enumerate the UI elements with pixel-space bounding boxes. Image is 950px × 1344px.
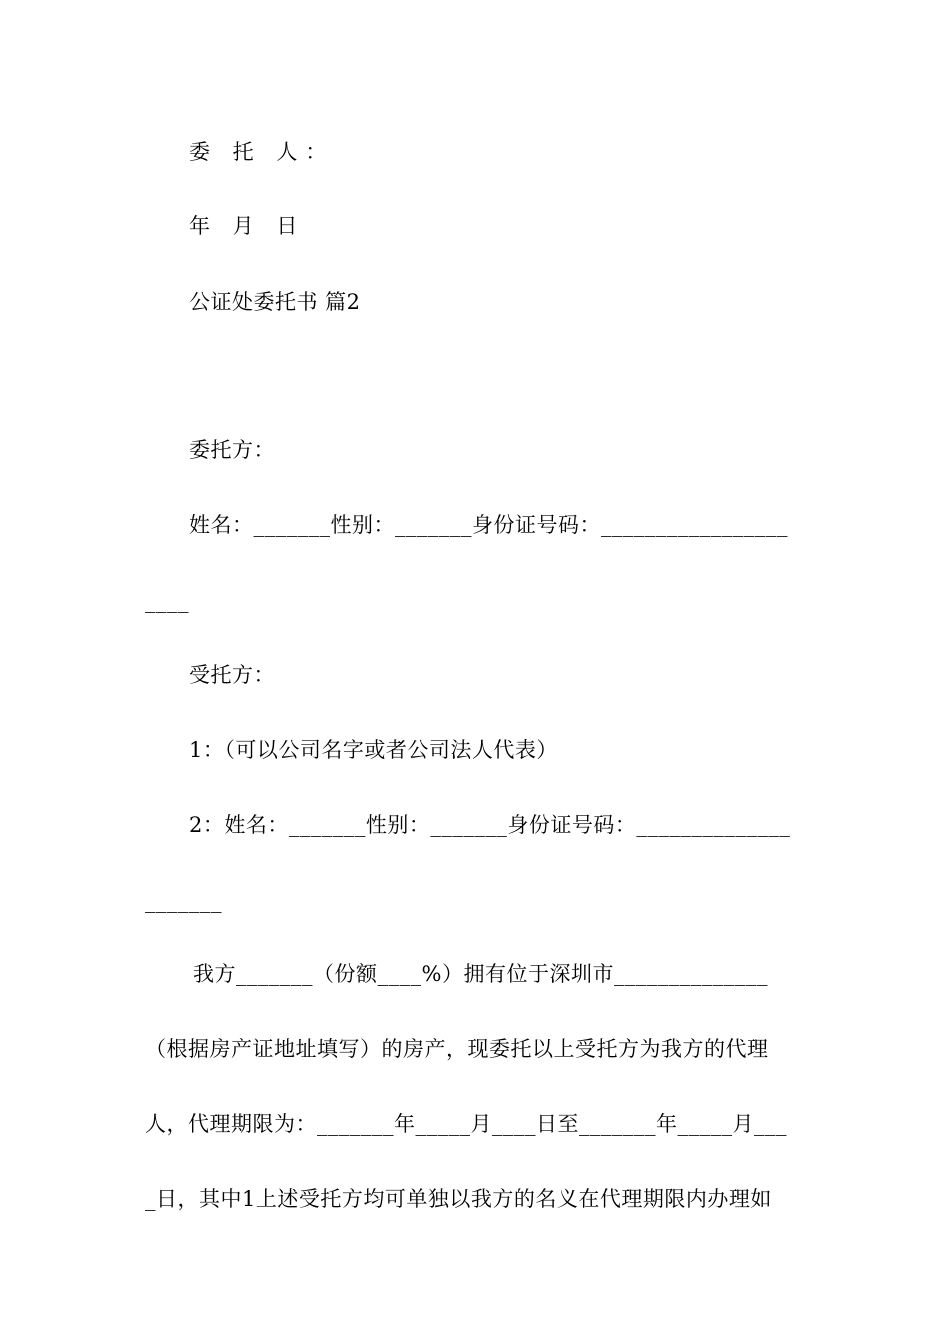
principal-info-line: 姓名：_______性别：_______身份证号码：_________________ <box>189 513 788 537</box>
principal-label: 委托方： <box>189 438 275 462</box>
date-placeholder: 年 月 日 <box>189 214 306 238</box>
principal-signature-label: 委 托 人： <box>189 140 335 164</box>
body-paragraph-line-1: 我方_______（份额____%）拥有位于深圳市______________ <box>193 962 768 986</box>
agent-item-1: 1：（可以公司名字或者公司法人代表） <box>189 738 558 762</box>
agent-item-2: 2：姓名：_______性别：_______身份证号码：______________ <box>189 813 791 837</box>
body-paragraph-line-3: 人，代理期限为：_______年_____月____日至_______年_____月___ <box>145 1112 787 1136</box>
section-heading: 公证处委托书 篇2 <box>189 290 361 314</box>
agent-label: 受托方： <box>189 663 275 687</box>
body-paragraph-line-4: _日，其中1上述受托方均可单独以我方的名义在代理期限内办理如 <box>145 1187 772 1211</box>
principal-info-continuation: ____ <box>145 589 189 613</box>
body-paragraph-line-2: （根据房产证地址填写）的房产，现委托以上受托方为我方的代理 <box>145 1037 769 1061</box>
agent-item-2-continuation: _______ <box>145 889 222 913</box>
